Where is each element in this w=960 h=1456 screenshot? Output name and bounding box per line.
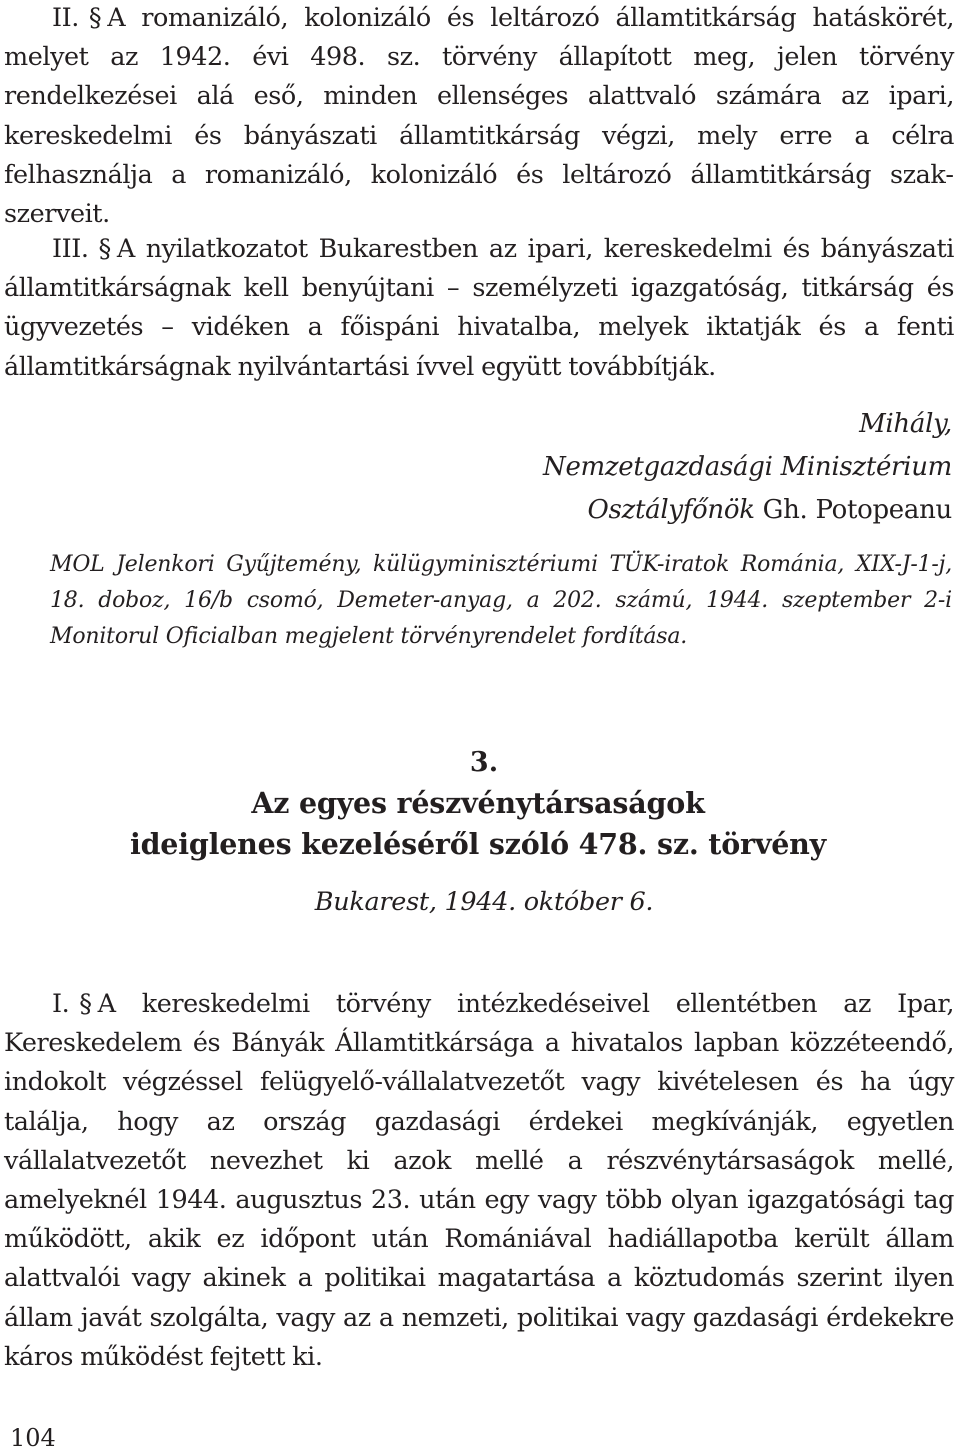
signature-line-1: Mihály, bbox=[859, 409, 952, 439]
signature-line-3 bbox=[543, 489, 952, 532]
paragraph-section-i bbox=[4, 985, 954, 1377]
signature-title: Osztályfőnök bbox=[587, 495, 755, 525]
section-sign: § bbox=[98, 234, 111, 264]
document-number: 3. bbox=[469, 747, 499, 778]
paragraph-section-iii bbox=[4, 230, 954, 387]
section-label: III. bbox=[52, 234, 89, 264]
document-page bbox=[4, 0, 954, 1456]
signature-line-2: Nemzetgazdasági Minisztérium bbox=[543, 452, 952, 482]
paragraph-text: A romanizáló, kolonizáló és leltározó államtitkárság hatáskörét, melyet az 1942. évi 498. sz. törvény állapított meg, jelen törvény rendelkezései alá eső, minden ellenséges alattvaló számára az ipari, kereskedelmi és bányászati államtitkárság végzi, mely erre a célra felhasználja a romanizáló, kolonizáló és leltározó államtitkárság szakszerveit. bbox=[4, 3, 954, 230]
paragraph-text: A nyilatkozatot Bukarestben az ipari, kereskedelmi és bányászati államtitkárságnak kell benyújtani – személyzeti igazgatóság, titkárság és ügyvezetés – vidéken a főispáni hivatalba, melyek iktatják és a fenti államtitkárságnak nyilvántartási ívvel együtt továbbítják. bbox=[4, 234, 954, 382]
section-sign: § bbox=[79, 989, 92, 1019]
page-number: 104 bbox=[10, 1424, 56, 1452]
signature-name: Gh. Potopeanu bbox=[762, 495, 952, 525]
section-sign: § bbox=[88, 3, 102, 33]
document-title-line-1: Az egyes részvénytársaságok bbox=[251, 786, 705, 820]
document-title bbox=[4, 783, 952, 865]
paragraph-section-ii bbox=[4, 0, 954, 234]
signature-block bbox=[543, 403, 952, 532]
section-label: II. bbox=[52, 3, 79, 33]
document-title-line-2: ideiglenes kezeléséről szóló 478. sz. törvény bbox=[129, 827, 827, 861]
document-date: Bukarest, 1944. október 6. bbox=[314, 887, 654, 917]
source-note: MOL Jelenkori Gyűjtemény, külügyminisztériumi TÜK-iratok Románia, XIX-J-1-j, 18. doboz, 16/b csomó, Demeter-anyag, a 202. számú, 1944. szeptember 2-i Monitorul Oficialban megjelent törvényrendelet fordítása. bbox=[50, 552, 952, 649]
paragraph-text: A kereskedelmi törvény intézkedéseivel ellentétben az Ipar, Kereskedelem és Bányák Államtitkársága a hivatalos lapban közzéteendő, indokolt végzéssel felügyelő-vállalatvezetőt vagy kivételesen és ha úgy találja, hogy az ország gazdasági érdekei megkívánják, egyetlen vállalatvezetőt nevezhet ki azok mellé a részvénytársaságok mellé, amelyeknél 1944. augusztus 23. után egy vagy több olyan igazgatósági tag működött, akik ez időpont után Romániával hadiállapotba került állam alattvalói vagy akinek a politikai magatartása a köztudomás szerint ilyen állam javát szolgálta, vagy az a nemzeti, politikai vagy gazdasági érdekekre káros működést fejtett ki. bbox=[4, 989, 954, 1372]
section-label: I. bbox=[52, 989, 70, 1019]
